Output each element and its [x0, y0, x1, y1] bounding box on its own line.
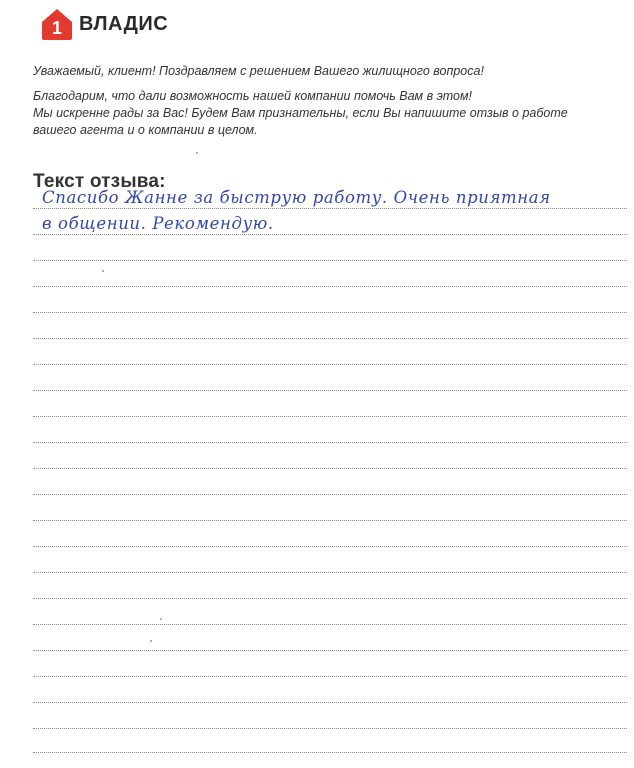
writing-line: [33, 702, 627, 703]
greeting-text: Уважаемый, клиент! Поздравляем с решением Вашего жилищного вопроса!: [33, 64, 484, 78]
writing-line: [33, 494, 627, 495]
writing-line: [33, 416, 627, 417]
writing-line: [33, 520, 627, 521]
writing-line: [33, 572, 627, 573]
scan-speck: [150, 640, 152, 642]
writing-line: [33, 624, 627, 625]
intro-line: вашего агента и о компании в целом.: [33, 123, 258, 137]
intro-line: Мы искренне рады за Вас! Будем Вам признательны, если Вы напишите отзыв о работе: [33, 106, 568, 120]
scan-speck: [102, 270, 104, 272]
writing-line: [33, 468, 627, 469]
writing-line: [33, 208, 627, 209]
writing-line: [33, 752, 627, 753]
handwritten-review-line: Спасибо Жанне за быструю работу. Очень приятная: [42, 188, 551, 207]
brand-name: ВЛАДИС: [79, 12, 169, 35]
intro-line: Благодарим, что дали возможность нашей компании помочь Вам в этом!: [33, 89, 473, 103]
writing-line: [33, 234, 627, 235]
scan-speck: [160, 618, 162, 620]
writing-line: [33, 312, 627, 313]
scan-speck: [196, 152, 198, 154]
writing-line: [33, 650, 627, 651]
handwritten-review-line: в общении. Рекомендую.: [42, 214, 274, 233]
writing-line: [33, 598, 627, 599]
writing-line: [33, 390, 627, 391]
review-writing-lines: [33, 0, 627, 768]
writing-line: [33, 546, 627, 547]
writing-line: [33, 728, 627, 729]
writing-line: [33, 338, 627, 339]
writing-line: [33, 442, 627, 443]
logo-digit: 1: [51, 18, 63, 38]
review-heading: Текст отзыва:: [33, 171, 166, 192]
writing-line: [33, 286, 627, 287]
writing-line: [33, 676, 627, 677]
writing-line: [33, 260, 627, 261]
writing-line: [33, 364, 627, 365]
